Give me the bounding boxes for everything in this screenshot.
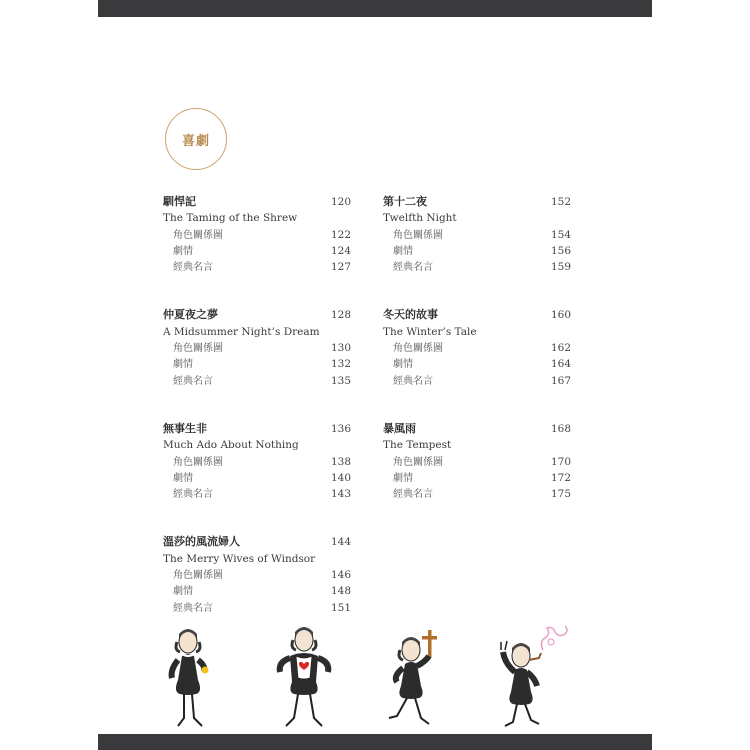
toc-entry — [383, 421, 571, 502]
play-title-en — [383, 210, 571, 226]
page-number: 172 — [550, 471, 571, 484]
toc-subentry[interactable] — [383, 486, 571, 502]
book-page — [98, 0, 652, 750]
subentry-label: 角色關係圖 — [393, 456, 443, 468]
page-number: 138 — [330, 455, 351, 468]
page-number: 168 — [550, 422, 571, 435]
toc-subentry[interactable] — [163, 470, 351, 486]
toc-subentry[interactable] — [163, 583, 351, 599]
play-title-en — [163, 551, 351, 567]
section-label: 喜劇 — [181, 133, 210, 149]
play-title-zh: 無事生非 — [163, 421, 207, 435]
toc-title-row[interactable] — [163, 421, 351, 437]
toc-entry — [383, 194, 571, 275]
toc-subentry[interactable] — [163, 373, 351, 389]
page-number: 164 — [550, 358, 571, 371]
toc-subentry[interactable] — [383, 227, 571, 243]
toc-entry — [163, 534, 351, 615]
subentry-label: 經典名言 — [393, 262, 433, 274]
page-number: 152 — [550, 196, 571, 208]
toc-title-row[interactable] — [163, 194, 351, 210]
play-title-en — [163, 210, 351, 226]
toc-entry — [163, 421, 351, 502]
subentry-label: 角色關係圖 — [393, 229, 443, 241]
subentry-label: 劇情 — [393, 359, 413, 371]
toc-subentry[interactable] — [163, 227, 351, 243]
subentry-label: 劇情 — [393, 472, 413, 484]
play-title-en-text: A Midsummer Night’s Dream — [163, 325, 320, 338]
toc-subentry[interactable] — [163, 356, 351, 372]
play-title-en-text: The Tempest — [383, 439, 452, 452]
subentry-label: 經典名言 — [173, 375, 213, 387]
shakespeare-smoking-pipe-icon — [493, 620, 573, 734]
toc-subentry[interactable] — [383, 356, 571, 372]
page-number: 175 — [550, 488, 571, 501]
toc-column-left — [163, 194, 351, 648]
subentry-label: 角色關係圖 — [173, 456, 223, 468]
toc-entry — [163, 307, 351, 388]
shakespeare-heart-shirt-icon — [270, 620, 340, 734]
page-number: 159 — [550, 261, 571, 274]
play-title-zh: 溫莎的風流婦人 — [163, 535, 240, 549]
toc-subentry[interactable] — [163, 340, 351, 356]
page-number: 127 — [330, 261, 351, 274]
page-number: 136 — [330, 422, 351, 435]
toc-subentry[interactable] — [163, 567, 351, 583]
illustrations — [98, 620, 652, 735]
page-number: 132 — [330, 358, 351, 371]
page-number: 148 — [330, 585, 351, 598]
toc-subentry[interactable] — [383, 454, 571, 470]
page-number: 128 — [330, 309, 351, 322]
page-number: 130 — [330, 342, 351, 355]
play-title-zh: 第十二夜 — [383, 195, 427, 208]
toc-subentry[interactable] — [383, 259, 571, 275]
play-title-en-text: Much Ado About Nothing — [163, 439, 299, 452]
subentry-label: 劇情 — [173, 472, 193, 484]
page-number: 140 — [330, 471, 351, 484]
section-badge — [165, 108, 227, 170]
subentry-label: 經典名言 — [173, 489, 213, 501]
play-title-zh: 馴悍記 — [163, 195, 196, 208]
bottom-bar — [98, 734, 652, 750]
play-title-zh: 仲夏夜之夢 — [163, 308, 218, 322]
play-title-zh: 冬天的故事 — [383, 308, 438, 322]
toc-title-row[interactable] — [383, 194, 571, 210]
subentry-label: 角色關係圖 — [393, 343, 443, 355]
toc-subentry[interactable] — [163, 454, 351, 470]
page-number: 144 — [330, 536, 351, 549]
toc-subentry[interactable] — [163, 243, 351, 259]
play-title-en — [163, 324, 351, 340]
page-number: 167 — [550, 374, 571, 387]
page-number: 143 — [330, 488, 351, 501]
toc-subentry[interactable] — [163, 259, 351, 275]
page-number: 124 — [330, 244, 351, 257]
page-number: 135 — [330, 374, 351, 387]
play-title-en-text: Twelfth Night — [383, 212, 457, 225]
top-bar — [98, 0, 652, 17]
play-title-en — [163, 437, 351, 453]
subentry-label: 劇情 — [393, 245, 413, 257]
subentry-label: 角色關係圖 — [173, 570, 223, 582]
play-title-en-text: The Taming of the Shrew — [163, 212, 298, 225]
page-number: 170 — [550, 455, 571, 468]
shakespeare-cross-icon — [383, 620, 453, 734]
play-title-en — [383, 437, 571, 453]
toc-column-right — [383, 194, 571, 534]
toc-subentry[interactable] — [383, 470, 571, 486]
toc-subentry[interactable] — [163, 600, 351, 616]
toc-entry — [383, 307, 571, 388]
play-title-en-text: The Winter’s Tale — [383, 325, 477, 338]
shakespeare-flower-icon — [158, 620, 228, 734]
toc-entry — [163, 194, 351, 275]
toc-subentry[interactable] — [163, 486, 351, 502]
subentry-label: 劇情 — [173, 586, 193, 598]
toc-subentry[interactable] — [383, 373, 571, 389]
page-number: 120 — [330, 196, 351, 208]
page-number: 156 — [550, 244, 571, 257]
subentry-label: 角色關係圖 — [173, 343, 223, 355]
play-title-en — [383, 324, 571, 340]
play-title-en-text: The Merry Wives of Windsor — [163, 552, 316, 565]
subentry-label: 經典名言 — [173, 262, 213, 274]
play-title-zh: 暴風雨 — [383, 421, 416, 435]
toc-subentry[interactable] — [383, 243, 571, 259]
subentry-label: 角色關係圖 — [173, 229, 223, 241]
subentry-label: 劇情 — [173, 245, 193, 257]
page-number: 154 — [550, 228, 571, 241]
toc-subentry[interactable] — [383, 340, 571, 356]
toc-title-row[interactable] — [163, 307, 351, 323]
page-number: 146 — [330, 569, 351, 582]
subentry-label: 劇情 — [173, 359, 193, 371]
page-number: 160 — [550, 309, 571, 322]
subentry-label: 經典名言 — [393, 375, 433, 387]
page-number: 162 — [550, 342, 571, 355]
toc-title-row[interactable] — [383, 421, 571, 437]
subentry-label: 經典名言 — [173, 602, 213, 614]
toc-title-row[interactable] — [383, 307, 571, 323]
subentry-label: 經典名言 — [393, 489, 433, 501]
page-number: 122 — [330, 228, 351, 241]
page-number: 151 — [330, 601, 351, 614]
toc-title-row[interactable] — [163, 534, 351, 550]
